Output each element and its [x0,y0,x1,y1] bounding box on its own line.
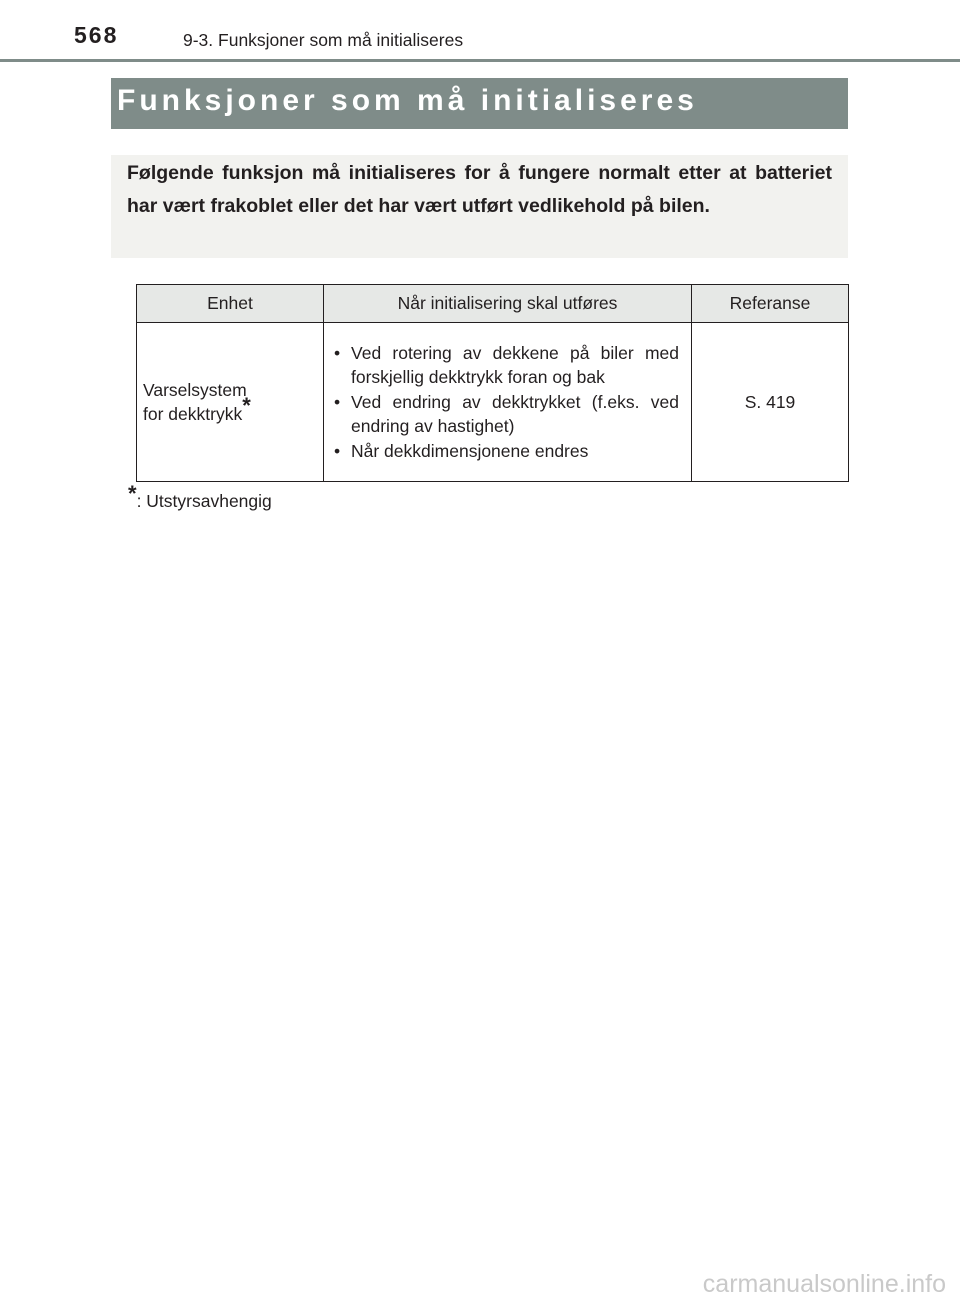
conditions-list [334,341,679,464]
bullet-icon: • [334,342,341,363]
table-row [137,323,849,482]
condition-text: Ved rotering av dekkene på biler med forskjellig dekktrykk foran og bak [351,342,679,388]
unit-name-line2: for dekktrykk [143,404,243,424]
header-divider [0,59,960,62]
page-number: 568 [74,22,119,48]
section-title: Funksjoner som må initialiseres [117,84,698,117]
bullet-icon: • [334,440,341,461]
footnote-marker: * [128,481,137,506]
cell-unit [137,323,324,482]
intro-box [111,155,848,258]
condition-text: Ved endring av dekktrykket (f.eks. ved endring av hastighet) [351,391,679,437]
footnote-marker: * [242,393,251,418]
unit-name-line1: Varselsystem [143,380,247,400]
footnote [128,481,272,512]
page-header [0,0,960,62]
cell-conditions [324,323,692,482]
cell-reference [692,323,849,482]
header-when: Når initialisering skal utføres [324,285,692,323]
header-unit: Enhet [137,285,324,323]
list-item [334,390,679,439]
watermark: carmanualsonline.info [702,1270,946,1298]
footnote-text: : Utstyrsavhengig [136,491,272,511]
condition-text: Når dekkdimensjonene endres [351,440,589,461]
section-banner [111,78,848,129]
list-item [334,341,679,390]
initialization-table [136,284,849,482]
intro-text: Følgende funksjon må initialiseres for å fungere normalt etter at batteriet har vært frakoblet eller det har vært utført vedlikehold på bilen. [127,162,832,217]
table-header-row [137,285,849,323]
list-item [334,439,679,464]
bullet-icon: • [334,391,341,412]
chapter-title: 9-3. Funksjoner som må initialiseres [183,30,464,50]
header-reference: Referanse [692,285,849,323]
page-reference: S. 419 [744,391,796,412]
